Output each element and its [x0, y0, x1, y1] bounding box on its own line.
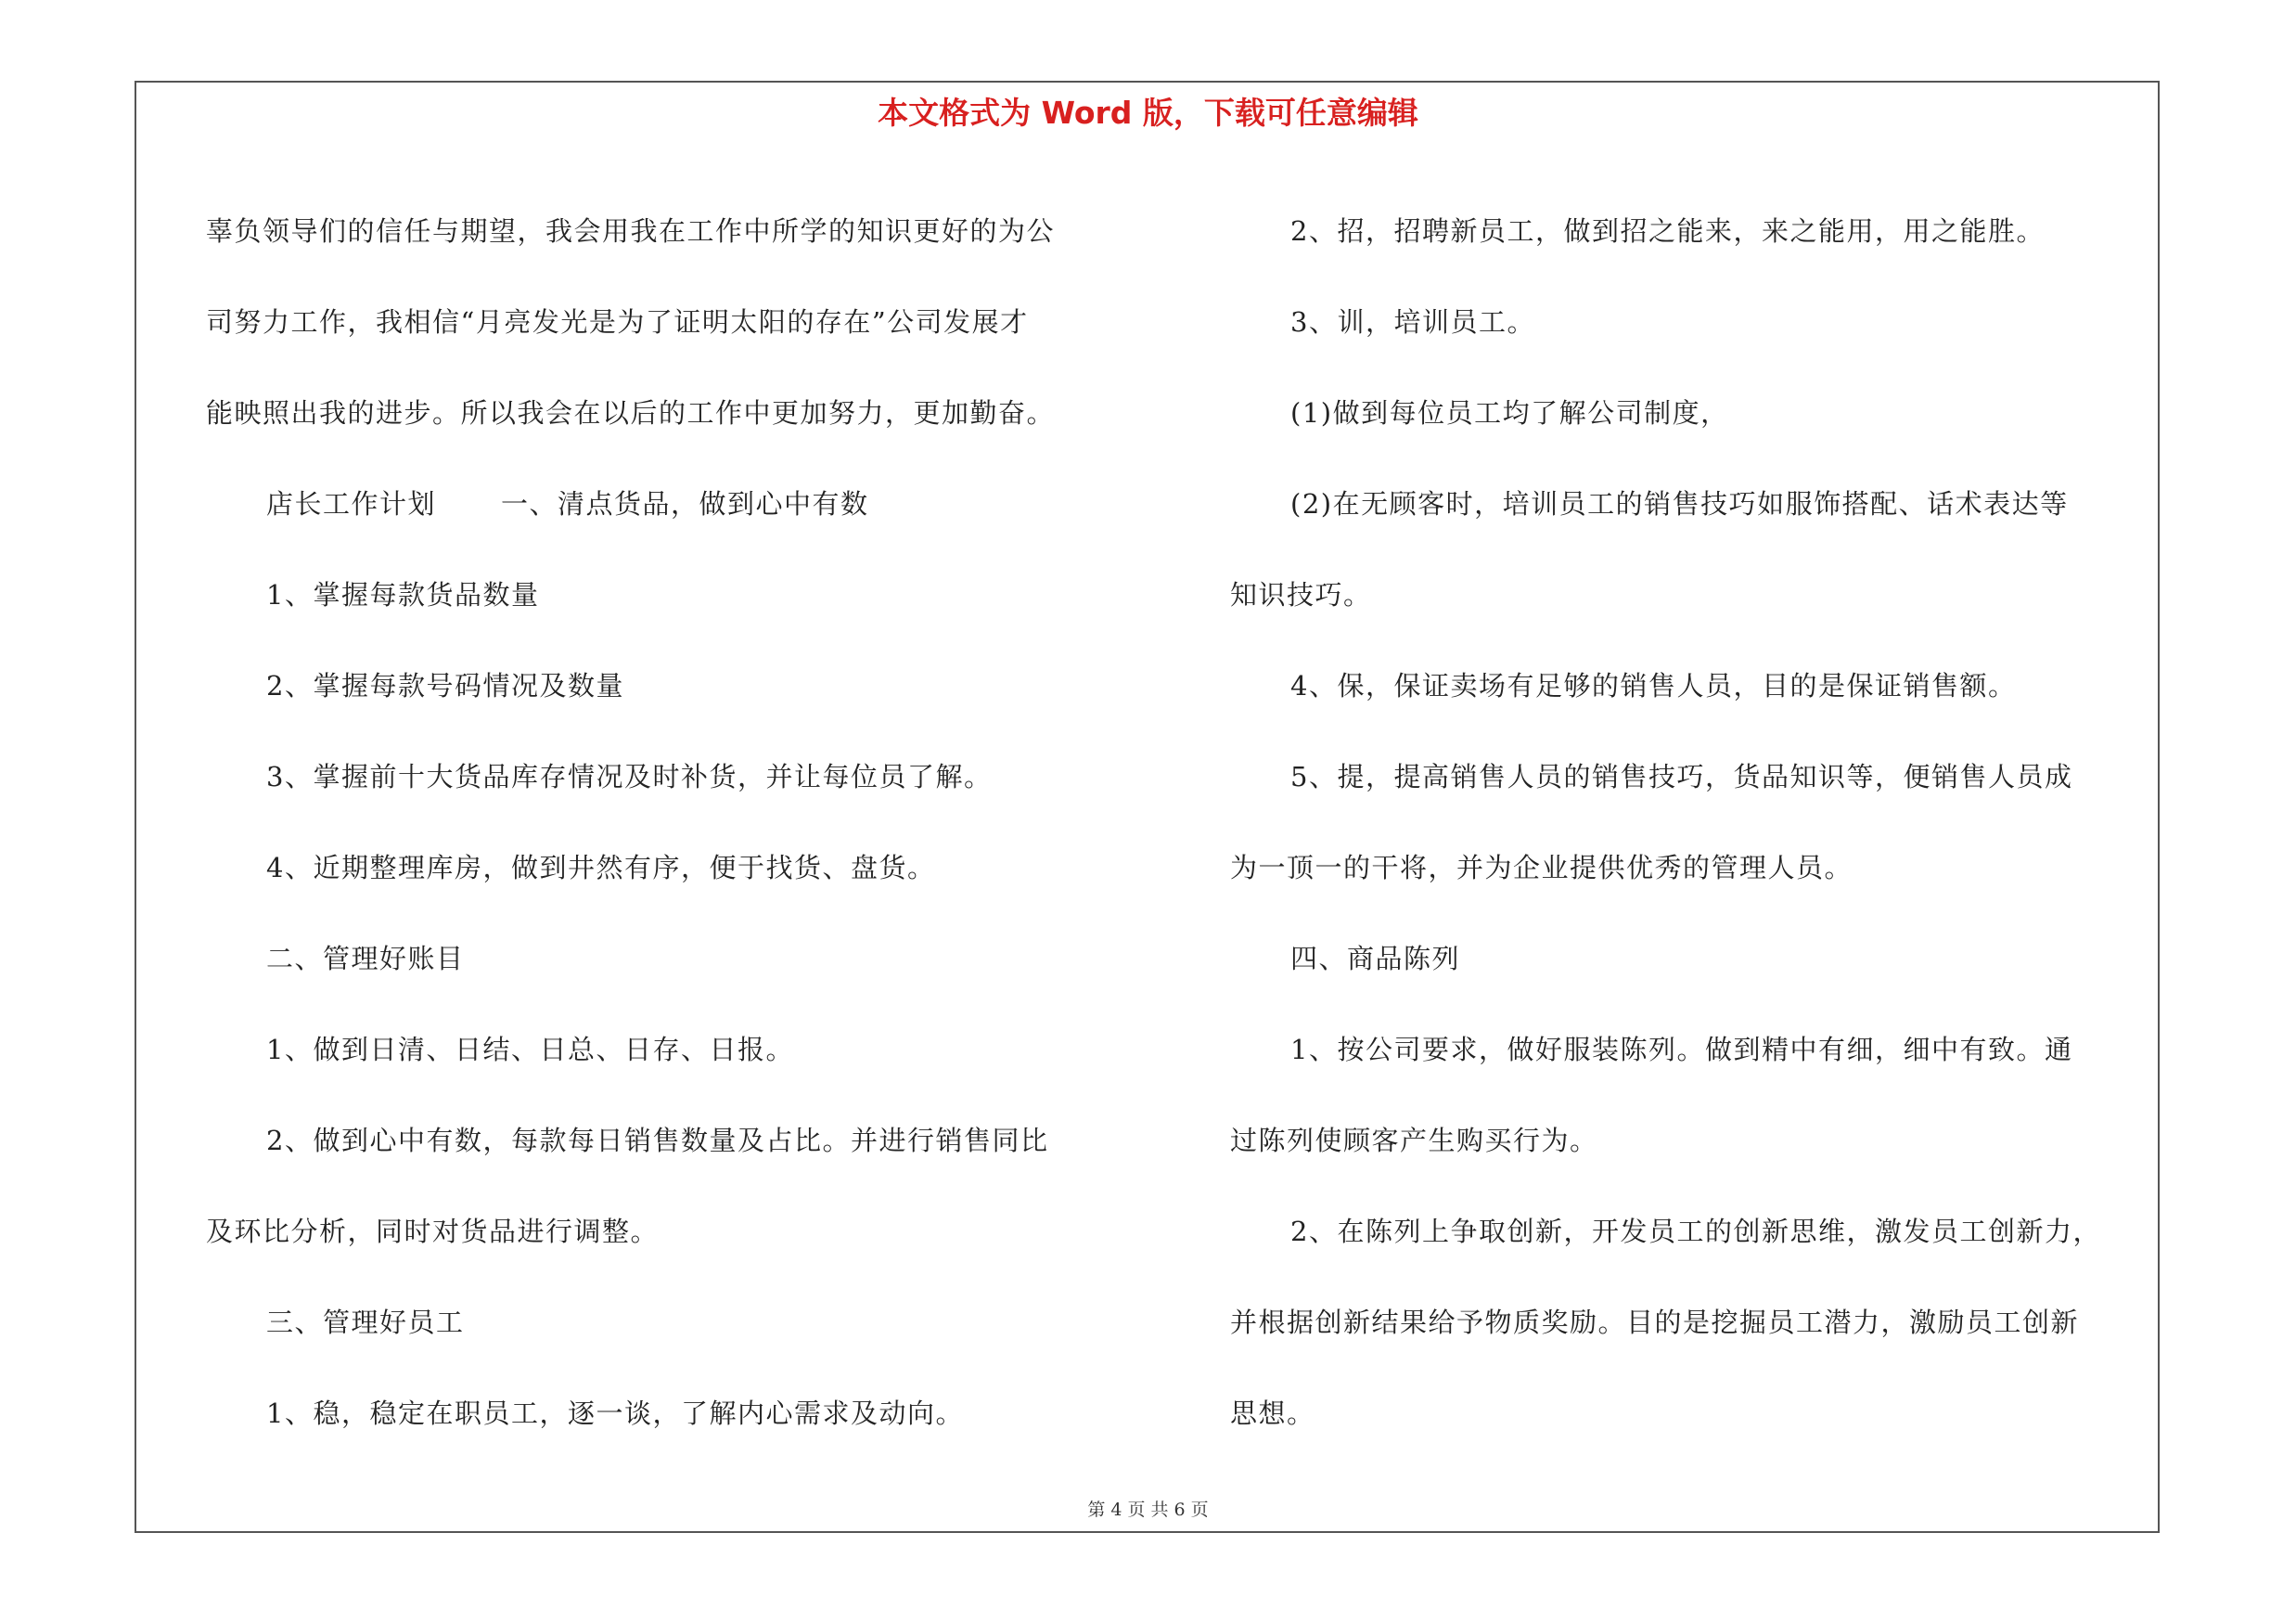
footer-page-label: 页: [1127, 1500, 1146, 1520]
paragraph-line: 为一顶一的干将，并为企业提供优秀的管理人员。: [1230, 852, 1853, 883]
paragraph-line: 并根据创新结果给予物质奖励。目的是挖掘员工潜力，激励员工创新: [1230, 1307, 2080, 1338]
paragraph-line: 4、近期整理库房，做到井然有序，便于找货、盘货。: [266, 852, 936, 883]
paragraph-line: 能映照出我的进步。所以我会在以后的工作中更加努力，更加勤奋。: [206, 397, 1056, 429]
footer-suffix: 页: [1190, 1500, 1209, 1520]
paragraph-line: 辜负领导们的信任与期望，我会用我在工作中所学的知识更好的为公: [206, 215, 1056, 247]
paragraph-line: (1)做到每位员工均了解公司制度，: [1290, 397, 1729, 429]
paragraph-line: 3、掌握前十大货品库存情况及时补货，并让每位员了解。: [266, 761, 993, 792]
format-banner: 本文格式为 Word 版，下载可任意编辑: [878, 95, 1418, 131]
paragraph-line: 1、稳，稳定在职员工，逐一谈，了解内心需求及动向。: [266, 1398, 964, 1429]
section-heading: 二、管理好账目: [266, 943, 465, 974]
paragraph-line: 2、在陈列上争取创新，开发员工的创新思维，激发员工创新力，: [1290, 1216, 2101, 1247]
left-column: [206, 186, 1134, 1459]
footer-total-pages: 6: [1174, 1500, 1186, 1520]
paragraph-line: 5、提，提高销售人员的销售技巧，货品知识等，便销售人员成: [1290, 761, 2073, 792]
paragraph-line: 1、做到日清、日结、日总、日存、日报。: [266, 1034, 794, 1065]
paragraph-line: 1、按公司要求，做好服装陈列。做到精中有细，细中有致。通: [1290, 1034, 2073, 1065]
paragraph-line: 2、掌握每款号码情况及数量: [266, 670, 624, 702]
page-footer: [0, 1496, 2296, 1521]
section-heading: 一、清点货品，做到心中有数: [501, 488, 869, 520]
paragraph-line: (2)在无顾客时，培训员工的销售技巧如服饰搭配、话术表达等: [1290, 488, 2069, 520]
paragraph-line: 过陈列使顾客产生购买行为。: [1230, 1125, 1598, 1156]
plan-heading-line: [206, 458, 1134, 549]
footer-total-prefix: 共: [1150, 1500, 1169, 1520]
section-heading: 三、管理好员工: [266, 1307, 465, 1338]
paragraph-line: 知识技巧。: [1230, 579, 1372, 611]
paragraph-line: 1、掌握每款货品数量: [266, 579, 540, 611]
right-column: [1230, 186, 2158, 1459]
section-heading: 四、商品陈列: [1290, 943, 1461, 974]
footer-prefix: 第: [1087, 1500, 1106, 1520]
paragraph-line: 司努力工作，我相信“月亮发光是为了证明太阳的存在”公司发展才: [206, 306, 1029, 338]
plan-title: 店长工作计划: [266, 488, 437, 520]
footer-current-page: 4: [1110, 1500, 1122, 1520]
paragraph-line: 思想。: [1230, 1398, 1315, 1429]
paragraph-line: 及环比分析，同时对货品进行调整。: [206, 1216, 660, 1247]
paragraph-line: 3、训，培训员工。: [1290, 306, 1535, 338]
paragraph-line: 4、保，保证卖场有足够的销售人员，目的是保证销售额。: [1290, 670, 2017, 702]
paragraph-line: 2、招，招聘新员工，做到招之能来，来之能用，用之能胜。: [1290, 215, 2045, 247]
paragraph-line: 2、做到心中有数，每款每日销售数量及占比。并进行销售同比: [266, 1125, 1049, 1156]
